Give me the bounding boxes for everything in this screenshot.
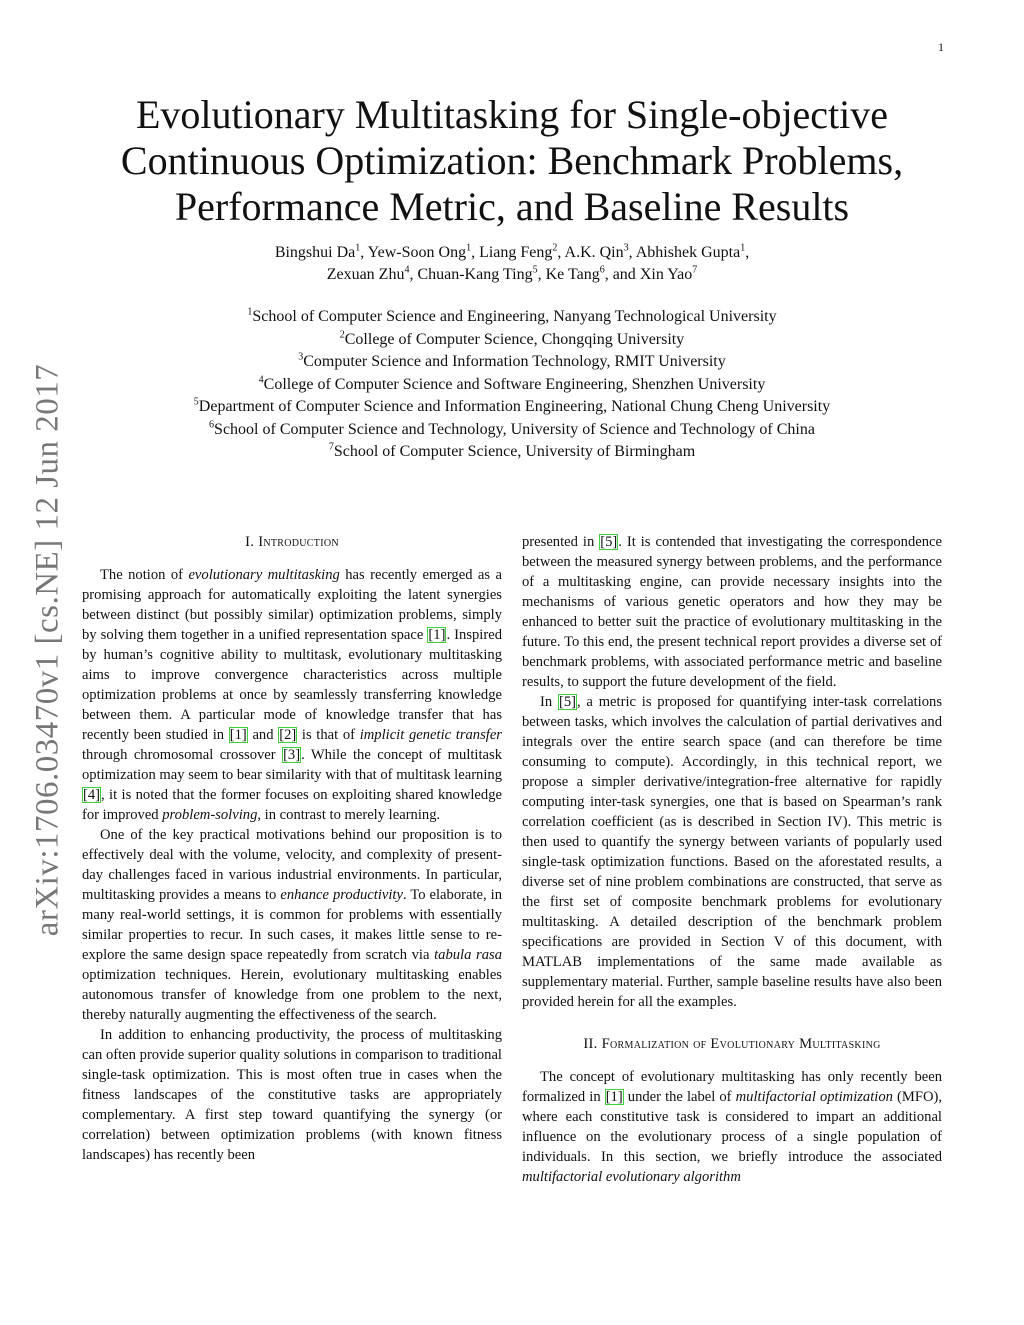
- affiliation-text: Department of Computer Science and Information Engineering, National Chung Cheng University: [198, 398, 831, 415]
- affiliation: [80, 419, 944, 442]
- author-line: Bingshui Da$^1$, Yew-Soon Ong$^1$, Liang Feng$^2$, A.K. Qin$^3$, Abhishek Gupta$^1$,: [274, 242, 750, 261]
- author-affiliation-mark: 3: [623, 242, 629, 254]
- affiliation-text: College of Computer Science, Chongqing University: [344, 330, 685, 348]
- title-line: Continuous Optimization: Benchmark Problems,: [120, 138, 904, 183]
- affiliation-text: School of Computer Science and Engineering, Nanyang Technological University: [252, 308, 777, 325]
- citation-link[interactable]: [1]: [605, 1089, 623, 1105]
- section-numeral: II.: [583, 1036, 598, 1052]
- affiliation-text: School of Computer Science and Technology, University of Science and Technology of China: [214, 420, 815, 438]
- author-name: Ke Tang: [545, 266, 600, 283]
- section-numeral: I.: [245, 534, 255, 550]
- affiliation: [80, 441, 944, 464]
- affiliation: [80, 306, 944, 329]
- affiliation-number: 7: [328, 441, 334, 453]
- emphasis: multifactorial optimization: [735, 1089, 893, 1105]
- author-affiliation-mark: 7: [692, 264, 698, 276]
- citation-link[interactable]: [1]: [428, 627, 446, 643]
- section-title: Formalization of Evolutionary Multitasking: [601, 1036, 881, 1052]
- title-line: Evolutionary Multitasking for Single-objective: [135, 92, 889, 137]
- paragraph: presented in [5]. It is contended that investigating the correspondence between the measured synergy between problems, and the performance of a multitasking engine, can provide necessary insights into the mechanisms of various genetic operators and how they may be enhanced to better suit the practice of evolutionary multitasking in the future. To this end, the present technical report provides a diverse set of benchmark problems, with associated performance metric and baseline results, to support the future development of the field.: [522, 534, 942, 690]
- affiliation: [80, 396, 944, 419]
- author-conjunction: and: [612, 266, 636, 283]
- citation-link[interactable]: [1]: [229, 727, 247, 743]
- author-affiliation-mark: 1: [740, 242, 746, 254]
- page-number: 1: [938, 40, 944, 54]
- author-affiliation-mark: 1: [466, 242, 472, 254]
- author-line: Zexuan Zhu$^4$, Chuan-Kang Ting$^5$, Ke Tang$^6$, and Xin Yao$^7$: [326, 264, 698, 283]
- citation-link[interactable]: [2]: [279, 727, 297, 743]
- emphasis: enhance productivity: [280, 887, 403, 903]
- affiliation-number: 1: [247, 306, 253, 318]
- citation-link[interactable]: [5]: [558, 694, 576, 710]
- affiliation-text: College of Computer Science and Software Engineering, Shenzhen University: [263, 375, 766, 393]
- author-name: A.K. Qin: [564, 244, 624, 261]
- emphasis: tabula rasa: [434, 947, 502, 963]
- affiliation-number: 6: [209, 419, 215, 431]
- author-affiliation-mark: 2: [552, 242, 558, 254]
- emphasis: implicit genetic transfer: [359, 727, 502, 743]
- emphasis: evolutionary multitasking: [188, 567, 340, 583]
- author-affiliation-mark: 5: [532, 264, 538, 276]
- emphasis: multifactorial evolutionary algorithm: [522, 1169, 741, 1185]
- title-line: Performance Metric, and Baseline Results: [174, 184, 850, 229]
- author-name: Liang Feng: [479, 244, 553, 261]
- citation-link[interactable]: [3]: [283, 747, 301, 763]
- left-column: [82, 532, 502, 1165]
- paragraph: In addition to enhancing productivity, the process of multitasking can often provide superior quality solutions in comparison to traditional single-task optimization. This is most often true in cases when the fitness landscapes of the constitutive tasks are appropriately complementary. A first step toward quantifying the synergy (or correlation) between optimization problems (with known fitness landscapes) has recently been: [82, 1027, 502, 1163]
- right-column: [522, 532, 942, 1187]
- paragraph: In [5], a metric is proposed for quantifying inter-task correlations between tasks, which involves the calculation of partial derivatives and integrals over the entire search space (and can therefore be time consuming to compute). Accordingly, in this technical report, we propose a simpler derivative/integration-free alternative for rapidly computing inter-task synergies, one that is based on Spearman’s rank correlation coefficient (as is described in Section IV). This metric is then used to quantify the synergy between variants of popularly used single-task optimization functions. Based on the aforestated results, a diverse set of nine problem combinations are constructed, that serve as the first set of composite benchmark problems for evolutionary multitasking. A detailed description of the benchmark problem specifications are provided in Section V of this document, with MATLAB implementations of the same made available as supplementary material. Further, sample baseline results have also been provided herein for all the examples.: [522, 694, 942, 1010]
- section-spacer: [522, 1012, 942, 1034]
- section-heading-formalization: [522, 1034, 942, 1054]
- author-name: Zexuan Zhu: [326, 266, 405, 283]
- affiliation: [80, 329, 944, 352]
- affiliation: [80, 351, 944, 374]
- paragraph: The concept of evolutionary multitasking has only recently been formalized in [1] under the label of multifactorial optimization (MFO), where each constitutive task is considered to impart an additional influence on the evolutionary process of a single population of individuals. In this section, we briefly introduce the associated multifactorial evolutionary algorithm: [522, 1069, 943, 1185]
- author-affiliation-mark: 4: [404, 264, 410, 276]
- section-heading-introduction: [82, 532, 502, 552]
- author-name: Abhishek Gupta: [635, 244, 741, 261]
- affiliation-text: School of Computer Science, University of Birmingham: [333, 443, 696, 460]
- author-list: [100, 242, 924, 286]
- section-title: Introduction: [258, 534, 339, 550]
- author-affiliation-mark: 6: [599, 264, 605, 276]
- affiliation-number: 5: [193, 396, 199, 408]
- paragraph: The notion of evolutionary multitasking has recently emerged as a promising approach for automatically exploiting the latent synergies between distinct (but possibly similar) optimization problems, simply by solving them together in a unified representation space [1]. Inspired by human’s cognitive ability to multitask, evolutionary multitasking aims to improve convergence characteristics across multiple optimization problems at once by seamlessly transferring knowledge between them. A particular mode of knowledge transfer that has recently been studied in [1] and [2] is that of implicit genetic transfer through chromosomal crossover [3]. While the concept of multitask optimization may seem to bear similarity with that of multitask learning [4], it is noted that the former focuses on exploiting shared knowledge for improved problem-solving, in contrast to merely learning.: [82, 567, 502, 823]
- author-name: Bingshui Da: [274, 244, 356, 261]
- author-name: Xin Yao: [639, 266, 693, 283]
- emphasis: problem-solving: [162, 807, 258, 823]
- paper-title: [100, 92, 924, 230]
- affiliation-text: Computer Science and Information Technology, RMIT University: [303, 353, 726, 370]
- affiliation-number: 4: [258, 374, 264, 386]
- paragraph: One of the key practical motivations behind our proposition is to effectively deal with the volume, velocity, and complexity of present-day challenges faced in various industrial environments. In particular, multitasking provides a means to enhance productivity. To elaborate, in many real-world settings, it is common for problems with essentially similar properties to recur. In such cases, it makes little sense to re-explore the same design space repeatedly from scratch via tabula rasa optimization techniques. Herein, evolutionary multitasking enables autonomous transfer of knowledge from one problem to the next, thereby naturally augmenting the effectiveness of the search.: [82, 827, 502, 1023]
- arxiv-identifier: arXiv:1706.03470v1 [cs.NE] 12 Jun 2017: [29, 363, 66, 937]
- affiliation-list: [80, 306, 944, 464]
- affiliation: [80, 374, 944, 397]
- affiliation-number: 3: [298, 351, 304, 363]
- author-name: Chuan-Kang Ting: [417, 266, 533, 283]
- citation-link[interactable]: [4]: [83, 787, 101, 803]
- author-affiliation-mark: 1: [355, 242, 361, 254]
- affiliation-number: 2: [339, 329, 345, 341]
- citation-link[interactable]: [5]: [600, 534, 618, 550]
- author-name: Yew-Soon Ong: [367, 244, 467, 261]
